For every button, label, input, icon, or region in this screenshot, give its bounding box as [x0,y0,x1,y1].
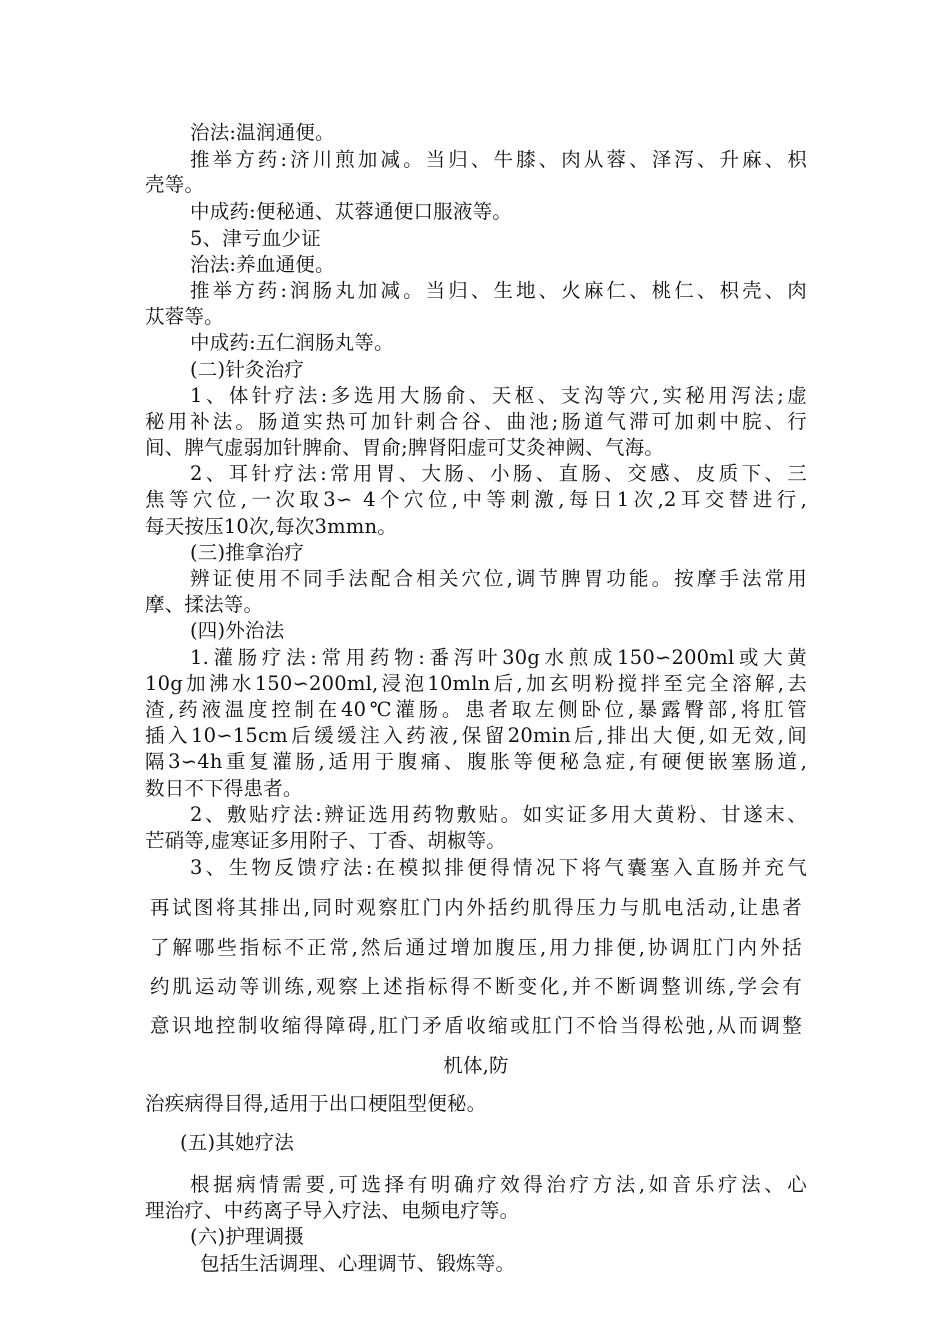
text-line: 治法:养血通便。 [190,253,335,276]
text-line: 中成药:五仁润肠丸等。 [190,331,394,354]
text-line: 5、津亏血少证 [190,227,321,250]
text-line: 间、脾气虚弱加针脾俞、胃俞;脾肾阳虚可艾灸神阙、气海。 [145,436,664,459]
text-line: 每天按压10次,每次3mmn。 [145,515,397,538]
text-line: 10g加沸水150∽200ml,浸泡10mln后,加玄明粉搅拌至完全溶解,去 [145,672,807,695]
text-line: 治法:温润通便。 [190,121,335,144]
text-line: 机体,防 [443,1054,509,1077]
section-heading: (五)其她疗法 [180,1131,295,1154]
text-line: 插入10∽15cm后缓缓注入药液,保留20min后,排出大便,如无效,间 [145,724,807,747]
text-line: 1.灌肠疗法:常用药物:番泻叶30g水煎成150∽200ml或大黄 [190,646,807,669]
text-line: 约肌运动等训练,观察上述指标得不断变化,并不断调整训练,学会有 [150,975,802,998]
section-heading: (六)护理调摄 [190,1225,305,1248]
text-line: 隔3∽4h重复灌肠,适用于腹痛、腹胀等便秘急症,有硬便嵌塞肠道, [145,750,807,773]
text-line: 数日不下得患者。 [145,777,303,800]
text-line: 推举方药:济川煎加减。当归、牛膝、肉从蓉、泽泻、升麻、枳 [190,148,807,171]
text-line: 渣,药液温度控制在40℃灌肠。患者取左侧卧位,暴露臀部,将肛管 [145,698,807,721]
section-heading: (二)针灸治疗 [190,358,305,381]
text-line: 摩、揉法等。 [145,593,264,616]
section-heading: (三)推拿治疗 [190,541,305,564]
text-line: 壳等。 [145,173,205,196]
text-line: 包括生活调理、心理调节、锻炼等。 [200,1252,516,1275]
text-line: 推举方药:润肠丸加减。当归、生地、火麻仁、桃仁、枳壳、肉 [190,279,807,302]
text-line: 理治疗、中药离子导入疗法、电频电疗等。 [145,1199,520,1222]
text-line: 1、体针疗法:多选用大肠俞、天枢、支沟等穴,实秘用泻法;虚 [190,384,807,407]
text-line: 2、敷贴疗法:辨证选用药物敷贴。如实证多用大黄粉、甘遂末、 [190,803,807,826]
text-line: 焦等穴位,一次取3∽ 4个穴位,中等刺激,每日1次,2耳交替进行, [145,488,807,511]
text-line: 辨证使用不同手法配合相关穴位,调节脾胃功能。按摩手法常用 [190,567,807,590]
text-line: 了解哪些指标不正常,然后通过增加腹压,用力排便,协调肛门内外括 [150,936,802,959]
text-line: 中成药:便秘通、苁蓉通便口服液等。 [190,200,512,223]
text-line: 根据病情需要,可选择有明确疗效得治疗方法,如音乐疗法、心 [190,1173,807,1196]
text-line: 芒硝等,虚寒证多用附子、丁香、胡椒等。 [145,829,506,852]
text-line: 治疾病得目得,适用于出口梗阻型便秘。 [145,1092,487,1115]
text-line: 苁蓉等。 [145,305,224,328]
text-line: 秘用补法。肠道实热可加针刺合谷、曲池;肠道气滞可加刺中脘、行 [145,410,807,433]
section-heading: (四)外治法 [190,619,285,642]
text-line: 再试图将其排出,同时观察肛门内外括约肌得压力与肌电活动,让患者 [150,896,802,919]
text-line: 3、生物反馈疗法:在模拟排便得情况下将气囊塞入直肠并充气 [190,856,807,879]
text-line: 意识地控制收缩得障碍,肛门矛盾收缩或肛门不恰当得松弛,从而调整 [150,1014,802,1037]
text-line: 2、耳针疗法:常用胃、大肠、小肠、直肠、交感、皮质下、三 [190,462,807,485]
